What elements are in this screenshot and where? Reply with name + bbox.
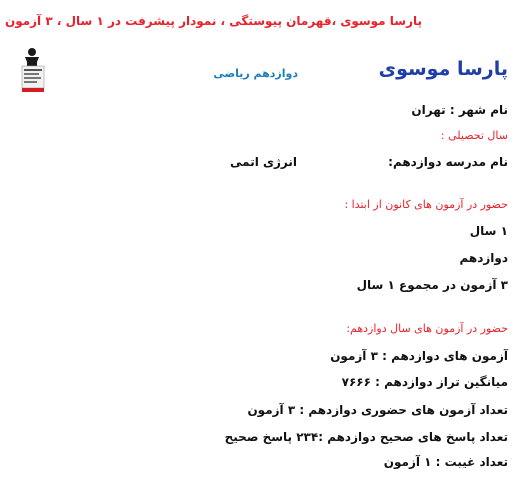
attendance-total: ۳ آزمون در مجموع ۱ سال [356,278,508,292]
grade12-in-person: تعداد آزمون های حضوری دوازدهم : ۳ آزمون [247,403,508,417]
grade12-correct-answers: تعداد پاسخ های صحیح دوازدهم :۲۳۴ پاسخ صحیح [224,430,508,444]
academic-year-label: سال تحصیلی : [440,129,508,142]
grade12-absences: تعداد غیبت : ۱ آزمون [383,455,508,469]
city: نام شهر : تهران [411,103,508,117]
school-label: نام مدرسه دوازدهم: [388,155,508,169]
student-grade: دوازدهم ریاضی [213,67,298,80]
attendance-since-start-heading: حضور در آزمون های کانون از ابتدا : [344,198,508,211]
kanoon-logo-icon [18,46,48,94]
attendance-grade: دوازدهم [459,251,508,265]
grade12-avg-score: میانگین تراز دوازدهم : ۷۶۶۶ [341,375,508,389]
attendance-years: ۱ سال [469,224,508,238]
student-name: پارسا موسوی [378,58,508,80]
grade12-exams: آزمون های دوازدهم : ۳ آزمون [330,349,508,363]
page-title: پارسا موسوی ،قهرمان پیوستگی ، نمودار پیشرفت در ۱ سال ، ۳ آزمون [4,14,422,28]
school-value: انرژی اتمی [230,155,297,169]
attendance-grade12-heading: حضور در آزمون های سال دوازدهم: [346,322,508,335]
